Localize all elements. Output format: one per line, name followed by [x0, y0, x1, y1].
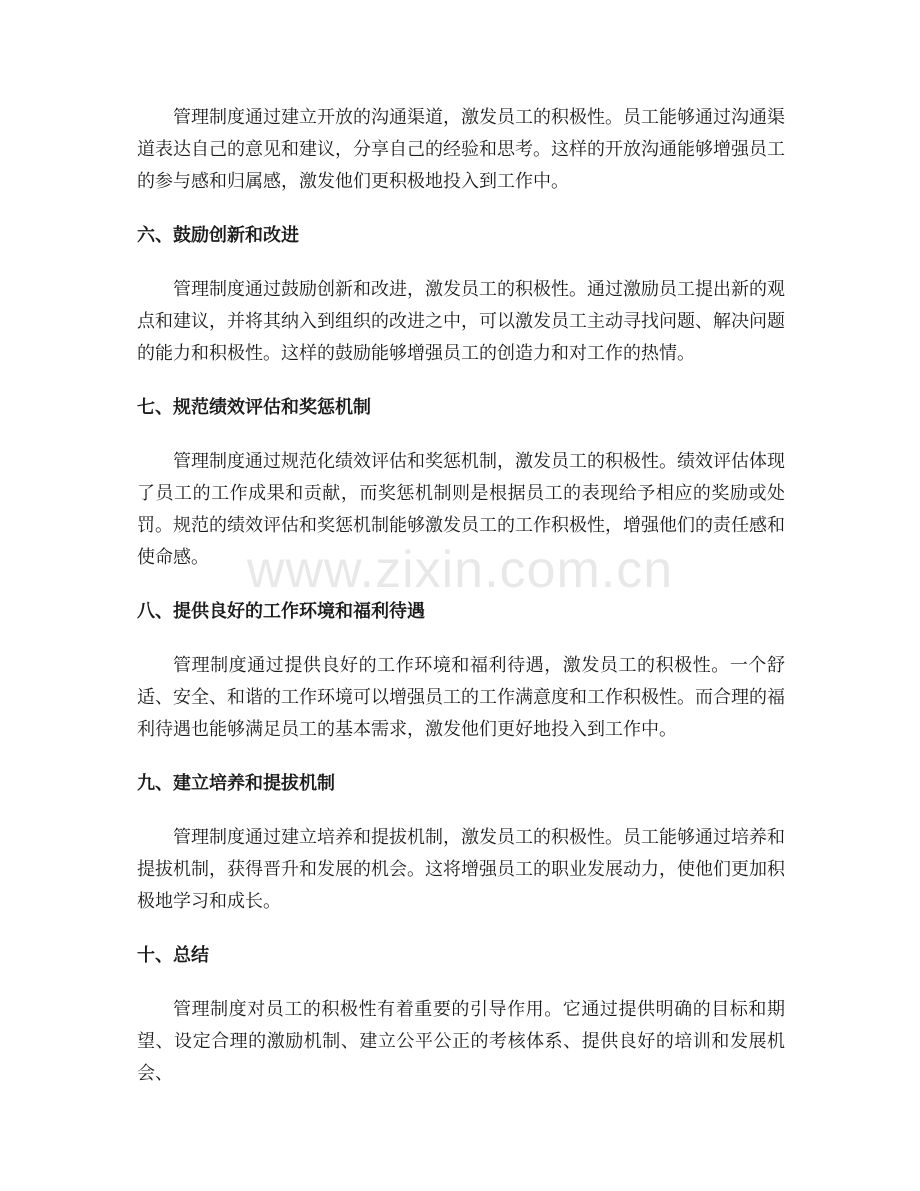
section-heading-9: 九、建立培养和提拔机制	[137, 773, 335, 794]
section-heading-6: 六、鼓励创新和改进	[137, 225, 299, 246]
paragraph-summary: 管理制度对员工的积极性有着重要的引导作用。它通过提供明确的目标和期望、设定合理的激励机制、建立公平公正的考核体系、提供良好的培训和发展机会、	[137, 999, 785, 1084]
document-body	[137, 102, 785, 1112]
section-heading-10: 十、总结	[137, 945, 209, 966]
section-heading-7: 七、规范绩效评估和奖惩机制	[137, 397, 371, 418]
paragraph-performance: 管理制度通过规范化绩效评估和奖惩机制，激发员工的积极性。绩效评估体现了员工的工作成果和贡献，而奖惩机制则是根据员工的表现给予相应的奖励或处罚。规范的绩效评估和奖惩机制能够激发员工的工作积极性，增强他们的责任感和使命感。	[137, 451, 785, 568]
section-heading-8: 八、提供良好的工作环境和福利待遇	[137, 601, 425, 622]
paragraph-innovation: 管理制度通过鼓励创新和改进，激发员工的积极性。通过激励员工提出新的观点和建议，并将其纳入到组织的改进之中，可以激发员工主动寻找问题、解决问题的能力和积极性。这样的鼓励能够增强员工的创造力和对工作的热情。	[137, 279, 785, 364]
paragraph-environment: 管理制度通过提供良好的工作环境和福利待遇，激发员工的积极性。一个舒适、安全、和谐的工作环境可以增强员工的工作满意度和工作积极性。而合理的福利待遇也能够满足员工的基本需求，激发他们更好地投入到工作中。	[137, 655, 785, 740]
paragraph-promotion: 管理制度通过建立培养和提拔机制，激发员工的积极性。员工能够通过培养和提拔机制，获得晋升和发展的机会。这将增强员工的职业发展动力，使他们更加积极地学习和成长。	[137, 827, 785, 912]
paragraph-communication: 管理制度通过建立开放的沟通渠道，激发员工的积极性。员工能够通过沟通渠道表达自己的意见和建议，分享自己的经验和思考。这样的开放沟通能够增强员工的参与感和归属感，激发他们更积极地投入到工作中。	[137, 107, 785, 192]
watermark: www.zixin.com.cn	[246, 541, 674, 599]
